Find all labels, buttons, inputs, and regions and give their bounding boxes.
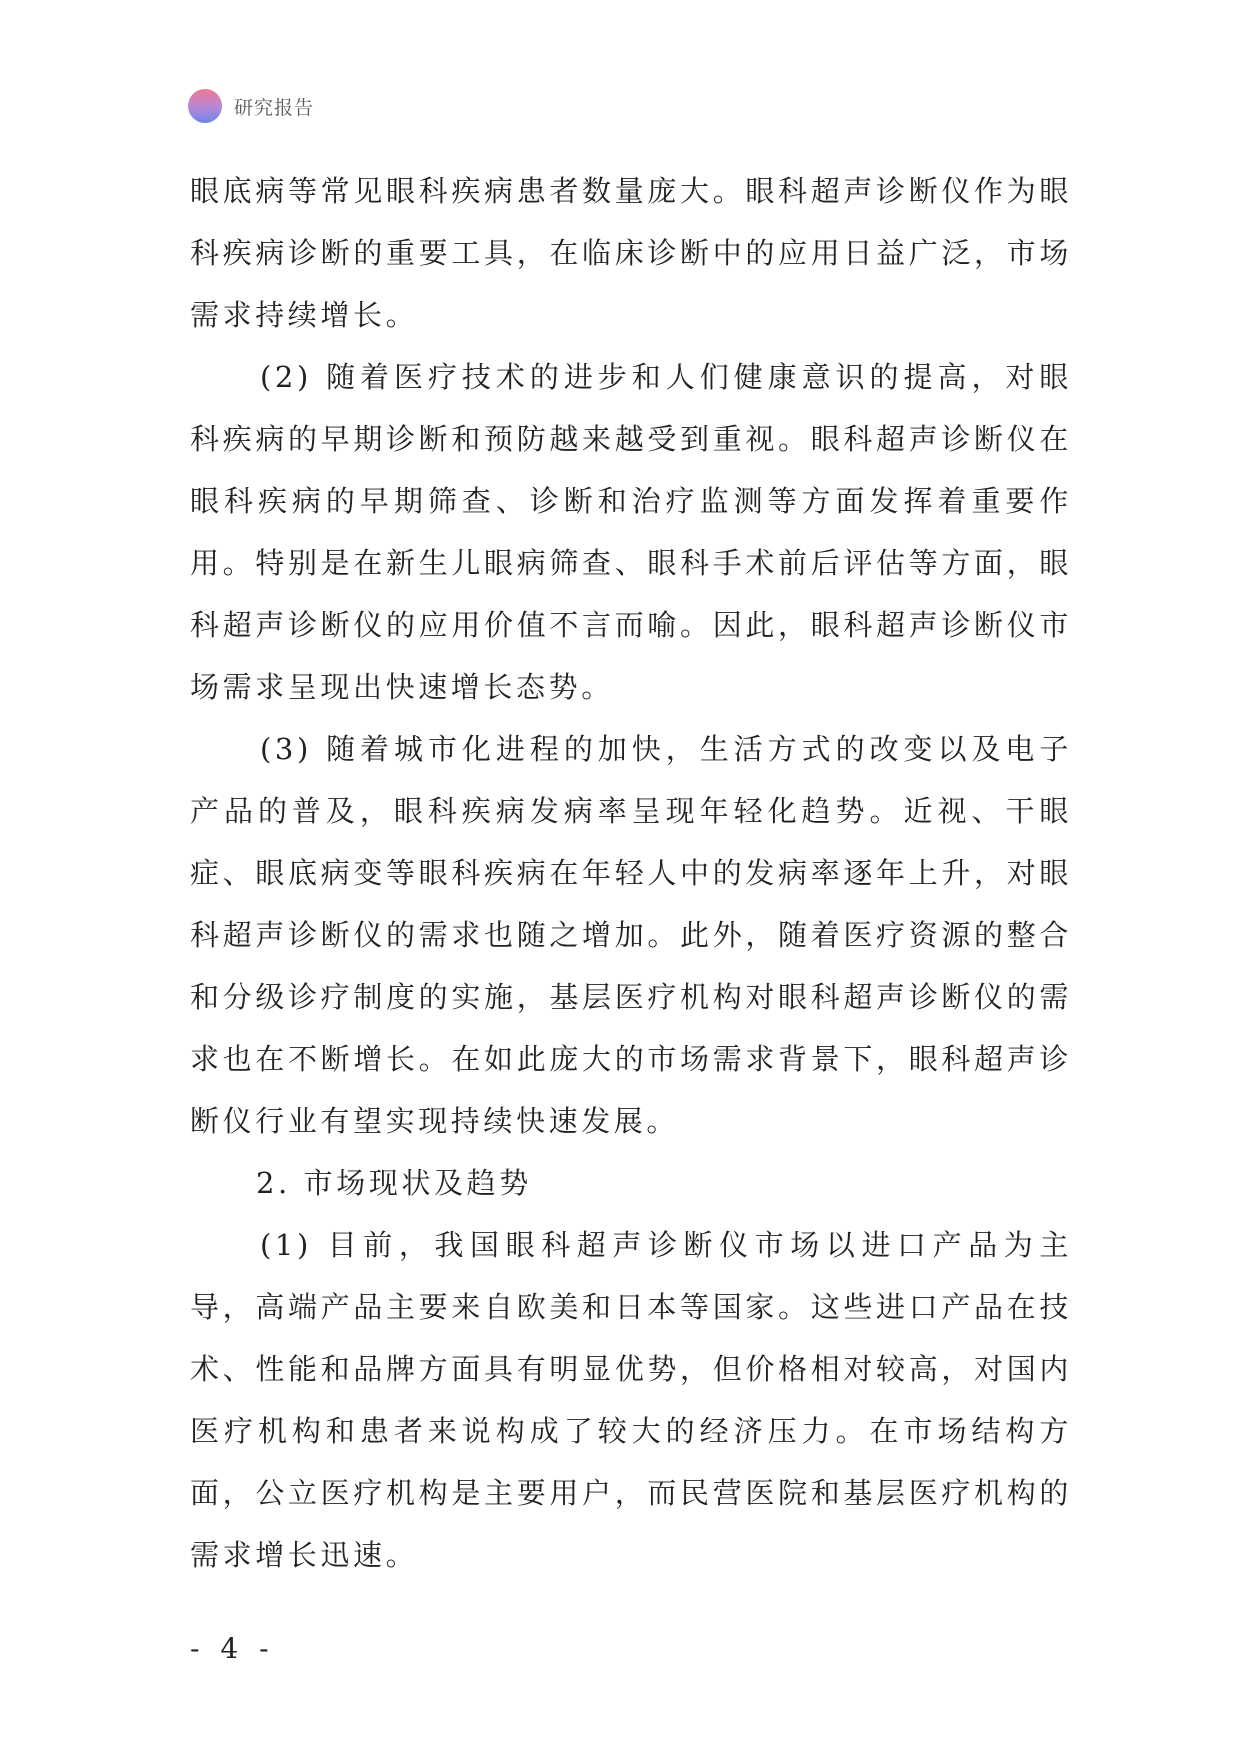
page-number: - 4 - <box>190 1632 275 1665</box>
header-label: 研究报告 <box>234 96 315 119</box>
paragraph-point-3: (3) 随着城市化进程的加快，生活方式的改变以及电子产品的普及，眼科疾病发病率呈现年轻化趋势。近视、干眼症、眼底病变等眼科疾病在年轻人中的发病率逐年上升，对眼科超声诊断仪的需求也随之增加。此外，随着医疗资源的整合和分级诊疗制度的实施，基层医疗机构对眼科超声诊断仪的需求也在不断增长。在如此庞大的市场需求背景下，眼科超声诊断仪行业有望实现持续快速发展。 <box>190 732 1072 1138</box>
document-body <box>190 160 1072 1586</box>
page-header <box>188 88 314 124</box>
paragraph-market-status: (1) 目前，我国眼科超声诊断仪市场以进口产品为主导，高端产品主要来自欧美和日本等国家。这些进口产品在技术、性能和品牌方面具有明显优势，但价格相对较高，对国内医疗机构和患者来说构成了较大的经济压力。在市场结构方面，公立医疗机构是主要用户，而民营医院和基层医疗机构的需求增长迅速。 <box>190 1228 1072 1572</box>
paragraph-continuation: 眼底病等常见眼科疾病患者数量庞大。眼科超声诊断仪作为眼科疾病诊断的重要工具，在临床诊断中的应用日益广泛，市场需求持续增长。 <box>190 174 1072 332</box>
report-logo-icon <box>188 89 222 123</box>
paragraph-point-2: (2) 随着医疗技术的进步和人们健康意识的提高，对眼科疾病的早期诊断和预防越来越受到重视。眼科超声诊断仪在眼科疾病的早期筛查、诊断和治疗监测等方面发挥着重要作用。特别是在新生儿眼病筛查、眼科手术前后评估等方面，眼科超声诊断仪的应用价值不言而喻。因此，眼科超声诊断仪市场需求呈现出快速增长态势。 <box>190 360 1072 704</box>
section-heading: 2. 市场现状及趋势 <box>256 1166 532 1200</box>
